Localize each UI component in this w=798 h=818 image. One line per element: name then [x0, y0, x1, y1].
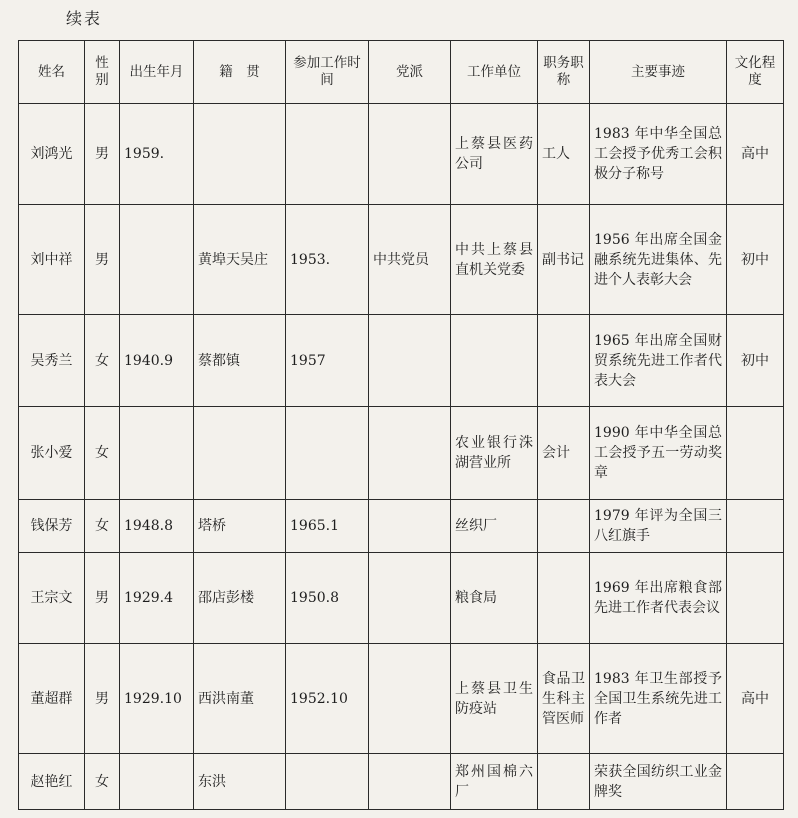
cell-party	[369, 500, 451, 553]
cell-name: 吴秀兰	[19, 315, 85, 407]
cell-party	[369, 315, 451, 407]
cell-education	[727, 407, 784, 500]
cell-birth: 1929.4	[120, 553, 194, 644]
cell-sex: 女	[85, 315, 120, 407]
header-education: 文化程度	[727, 41, 784, 104]
cell-deeds: 荣获全国纺织工业金牌奖	[590, 754, 727, 810]
cell-party	[369, 754, 451, 810]
honorees-table	[18, 40, 784, 810]
cell-party	[369, 407, 451, 500]
cell-native-place: 邵店彭楼	[194, 553, 286, 644]
cell-education: 高中	[727, 644, 784, 754]
header-name: 姓名	[19, 41, 85, 104]
cell-native-place: 黄埠天吴庄	[194, 205, 286, 315]
header-party: 党派	[369, 41, 451, 104]
header-birth: 出生年月	[120, 41, 194, 104]
cell-work-start: 1957	[286, 315, 369, 407]
cell-work-unit: 中共上蔡县直机关党委	[451, 205, 538, 315]
cell-native-place	[194, 104, 286, 205]
header-work-start: 参加工作时间	[286, 41, 369, 104]
table-header-row	[19, 41, 784, 104]
cell-birth	[120, 407, 194, 500]
cell-work-start: 1950.8	[286, 553, 369, 644]
cell-birth: 1959.	[120, 104, 194, 205]
table-row	[19, 407, 784, 500]
cell-name: 钱保芳	[19, 500, 85, 553]
cell-sex: 男	[85, 553, 120, 644]
cell-position	[538, 315, 590, 407]
cell-work-unit: 上蔡县卫生防疫站	[451, 644, 538, 754]
cell-party	[369, 644, 451, 754]
cell-education	[727, 500, 784, 553]
cell-party	[369, 553, 451, 644]
cell-deeds: 1979 年评为全国三八红旗手	[590, 500, 727, 553]
cell-work-start: 1953.	[286, 205, 369, 315]
cell-deeds: 1969 年出席粮食部先进工作者代表会议	[590, 553, 727, 644]
cell-education: 高中	[727, 104, 784, 205]
cell-native-place: 西洪南董	[194, 644, 286, 754]
cell-name: 张小爱	[19, 407, 85, 500]
cell-birth: 1940.9	[120, 315, 194, 407]
cell-sex: 男	[85, 644, 120, 754]
cell-work-unit: 丝织厂	[451, 500, 538, 553]
cell-native-place: 蔡都镇	[194, 315, 286, 407]
cell-deeds: 1983 年卫生部授予全国卫生系统先进工作者	[590, 644, 727, 754]
cell-education: 初中	[727, 205, 784, 315]
cell-education: 初中	[727, 315, 784, 407]
cell-work-start	[286, 104, 369, 205]
cell-position: 会计	[538, 407, 590, 500]
cell-position: 工人	[538, 104, 590, 205]
cell-name: 王宗文	[19, 553, 85, 644]
cell-deeds: 1983 年中华全国总工会授予优秀工会积极分子称号	[590, 104, 727, 205]
cell-position	[538, 500, 590, 553]
cell-work-unit: 农业银行洙湖营业所	[451, 407, 538, 500]
cell-position	[538, 553, 590, 644]
cell-education	[727, 754, 784, 810]
header-work-unit: 工作单位	[451, 41, 538, 104]
table-row	[19, 500, 784, 553]
cell-deeds: 1965 年出席全国财贸系统先进工作者代表大会	[590, 315, 727, 407]
table-row	[19, 104, 784, 205]
cell-sex: 男	[85, 205, 120, 315]
cell-work-start	[286, 754, 369, 810]
cell-name: 赵艳红	[19, 754, 85, 810]
header-deeds: 主要事迹	[590, 41, 727, 104]
cell-native-place: 东洪	[194, 754, 286, 810]
cell-birth: 1929.10	[120, 644, 194, 754]
cell-work-unit	[451, 315, 538, 407]
cell-sex: 女	[85, 754, 120, 810]
cell-name: 刘中祥	[19, 205, 85, 315]
cell-native-place: 塔桥	[194, 500, 286, 553]
cell-name: 刘鸿光	[19, 104, 85, 205]
cell-work-start: 1965.1	[286, 500, 369, 553]
cell-education	[727, 553, 784, 644]
page-title: 续表	[66, 9, 103, 28]
header-position: 职务职称	[538, 41, 590, 104]
table-row	[19, 315, 784, 407]
cell-birth	[120, 205, 194, 315]
table-row	[19, 754, 784, 810]
cell-sex: 男	[85, 104, 120, 205]
table-row	[19, 553, 784, 644]
cell-birth: 1948.8	[120, 500, 194, 553]
cell-work-unit: 郑州国棉六厂	[451, 754, 538, 810]
cell-work-start: 1952.10	[286, 644, 369, 754]
cell-position: 食品卫生科主管医师	[538, 644, 590, 754]
cell-work-unit: 粮食局	[451, 553, 538, 644]
cell-sex: 女	[85, 500, 120, 553]
cell-sex: 女	[85, 407, 120, 500]
cell-native-place	[194, 407, 286, 500]
cell-deeds: 1990 年中华全国总工会授予五一劳动奖章	[590, 407, 727, 500]
table-row	[19, 205, 784, 315]
cell-work-unit: 上蔡县医药公司	[451, 104, 538, 205]
header-native-place: 籍 贯	[194, 41, 286, 104]
cell-position	[538, 754, 590, 810]
cell-position: 副书记	[538, 205, 590, 315]
cell-birth	[120, 754, 194, 810]
cell-deeds: 1956 年出席全国金融系统先进集体、先进个人表彰大会	[590, 205, 727, 315]
header-sex: 性别	[85, 41, 120, 104]
cell-party	[369, 104, 451, 205]
cell-work-start	[286, 407, 369, 500]
table-row	[19, 644, 784, 754]
cell-name: 董超群	[19, 644, 85, 754]
cell-party: 中共党员	[369, 205, 451, 315]
